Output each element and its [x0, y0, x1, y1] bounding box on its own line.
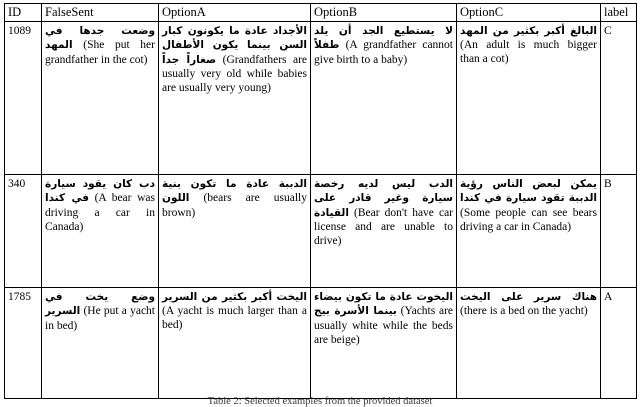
cell-id: 340 — [5, 175, 42, 288]
optiona-english: (bears are usually brown) — [162, 192, 307, 219]
optiona-english: (Grandfathers are usually very old while babies are usually very young) — [162, 53, 308, 94]
optionb-arabic: اليخوت عادة ما تكون بيضاء بينما الأسرة بيج — [314, 291, 453, 318]
table-row — [5, 175, 637, 288]
cell-falsesent — [42, 175, 159, 288]
optionb-arabic: الدب ليس لديه رخصة سيارة وغير قادر على القيادة — [314, 178, 453, 219]
falsesent-english: (He put a yacht in bed) — [45, 305, 155, 332]
cell-optionb — [311, 22, 457, 175]
cell-optiona — [159, 22, 311, 175]
optionb-arabic: لا يستطيع الجد أن يلد طفلاً — [314, 25, 453, 52]
table-row — [5, 288, 637, 399]
falsesent-english: (She put her grandfather in the cot) — [45, 39, 155, 66]
cell-label: C — [601, 22, 637, 175]
optionc-arabic: هناك سرير على اليخت — [460, 291, 597, 304]
optionc-arabic: يمكن لبعض الناس رؤية الدببة تقود سيارة في كندا — [460, 178, 597, 205]
column-header-id: ID — [5, 4, 42, 22]
falsesent-arabic: وضعت جدها في المهد — [45, 25, 155, 52]
table-caption: Table 2: Selected examples from the provided dataset — [207, 396, 433, 407]
cell-optionb — [311, 288, 457, 399]
cell-falsesent — [42, 22, 159, 175]
header-row — [5, 4, 637, 22]
cell-optionc — [457, 22, 601, 175]
optionc-english: (Some people can see bears driving a car in Canada) — [460, 206, 597, 233]
examples-table — [4, 3, 637, 399]
cell-optionc — [457, 175, 601, 288]
optionb-english: (Bear don't have car license and are unable to drive) — [314, 206, 454, 247]
cell-label: B — [601, 175, 637, 288]
cell-optionb — [311, 175, 457, 288]
optiona-arabic: الأجداد عادة ما يكونون كبار السن بينما يكون الأطفال صغاراً جداً — [162, 25, 307, 66]
column-header-optiona: OptionA — [159, 4, 311, 22]
optionb-english: (Yachts are usually white while the beds are beige) — [314, 305, 454, 346]
cell-id: 1089 — [5, 22, 42, 175]
optiona-english: (A yacht is much larger than a bed) — [162, 305, 307, 332]
optionc-arabic: البالغ أكبر بكثير من المهد — [460, 25, 597, 38]
column-header-label: label — [601, 4, 637, 22]
cell-id: 1785 — [5, 288, 42, 399]
column-header-falsesent: FalseSent — [42, 4, 159, 22]
optiona-arabic: اليخت أكبر بكثير من السرير — [162, 291, 307, 304]
column-header-optionb: OptionB — [311, 4, 457, 22]
table-header — [5, 4, 637, 22]
optionc-english: (An adult is much bigger than a cot) — [460, 39, 597, 66]
cell-optiona — [159, 288, 311, 399]
optiona-arabic: الدببة عادة ما تكون بنية اللون — [162, 178, 307, 205]
column-header-optionc: OptionC — [457, 4, 601, 22]
optionb-english: (A grandfather cannot give birth to a baby) — [314, 39, 453, 66]
falsesent-arabic: دب كان يقود سيارة في كندا — [45, 178, 155, 205]
cell-falsesent — [42, 288, 159, 399]
table-row — [5, 22, 637, 175]
cell-label: A — [601, 288, 637, 399]
cell-optionc — [457, 288, 601, 399]
falsesent-arabic: وضع يخت في السرير — [45, 291, 155, 318]
optionc-english: (there is a bed on the yacht) — [460, 305, 588, 318]
cell-optiona — [159, 175, 311, 288]
table-body — [5, 22, 637, 399]
falsesent-english: (A bear was driving a car in Canada) — [45, 192, 155, 233]
